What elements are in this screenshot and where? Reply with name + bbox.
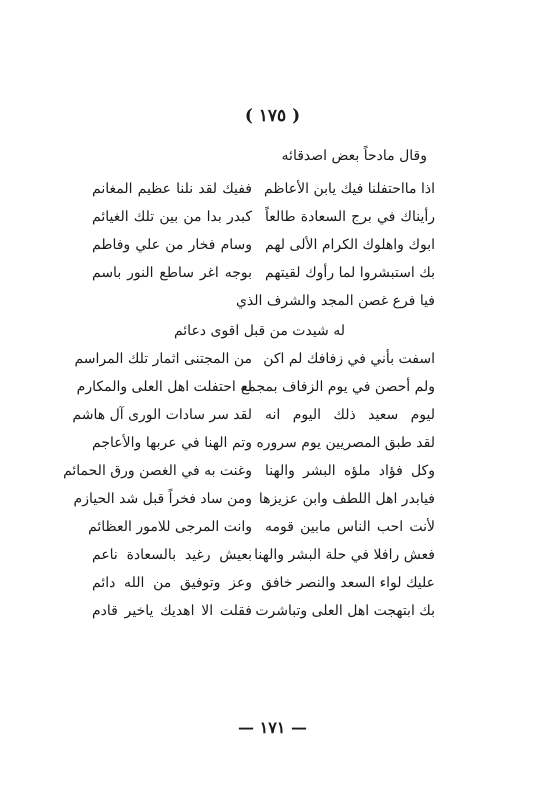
verse-second-hemistich: ومن ساد فخراً قبل شد الحيازم xyxy=(73,491,252,507)
verse-first-hemistich: رأيناك في برج السعادة طالعاً xyxy=(265,209,435,225)
verse-first-hemistich: ولم أحصن في يوم الزفاف بمجمع xyxy=(240,379,435,395)
verse-line xyxy=(76,374,435,400)
verse-line xyxy=(74,346,435,372)
verse-second-hemistich: وتم الهنا في عربها والأعاجم xyxy=(92,435,252,451)
verse-second-hemistich: كبدر بدا من بين تلك الغيائم xyxy=(92,209,252,225)
page-number-bottom: — ١٧١ — xyxy=(238,718,307,737)
verse-second-hemistich: فقلت الا اهديك ياخير قادم xyxy=(92,603,252,619)
verse-closing: فيا فرع غصن المجد والشرف الذي xyxy=(235,293,435,309)
verse-line xyxy=(63,458,435,484)
verse-first-hemistich: فيابدر اهل اللطف وابن عزيزها xyxy=(258,491,435,507)
verse-first-hemistich: ابوك واهلوك الكرام الألى لهم xyxy=(265,237,435,253)
verse-first-hemistich: لقد طبق المصريين يوم سروره xyxy=(256,435,435,451)
verse-second-hemistich: وسام فخار من علي وفاطم xyxy=(92,237,252,253)
verse-first-hemistich: لأنت احب الناس مابين قومه xyxy=(265,519,435,535)
verse-closing-continuation: له شيدت من قبل اقوى دعائم xyxy=(173,323,345,339)
verse-first-hemistich: وكل فؤاد ملؤه البشر والهنا xyxy=(265,463,435,479)
verse-second-hemistich: بعيش رغيد بالسعادة ناعم xyxy=(92,547,252,563)
verse-first-hemistich: اذا مااحتفلنا فيك يابن الأعاظم xyxy=(264,181,435,197)
verse-line xyxy=(92,430,435,456)
verse-line xyxy=(92,542,435,568)
verse-first-hemistich: ليوم سعيد ذلك اليوم انه xyxy=(265,407,435,423)
verse-line xyxy=(92,176,435,202)
verse-second-hemistich: بوجه اغر ساطع النور باسم xyxy=(92,265,252,281)
verse-first-hemistich: فعش رافلا في حلة البشر والهنا xyxy=(254,547,435,563)
verse-first-hemistich: اسفت بأني في زفافك لم اكن xyxy=(263,351,435,367)
page-number-top: ( ١٧٥ ) xyxy=(244,106,301,126)
verse-line xyxy=(73,486,435,512)
poem-intro: وقال مادحاً بعض اصدقائه xyxy=(281,148,427,164)
verse-second-hemistich: لقد سر سادات الورى آل هاشم xyxy=(72,407,252,423)
verse-line xyxy=(92,598,435,624)
verse-second-hemistich: وعز وتوفيق من الله دائم xyxy=(92,575,252,591)
verse-line xyxy=(92,570,435,596)
verse-second-hemistich: من المجتنى اثمار تلك المراسم xyxy=(74,351,252,367)
verse-line xyxy=(92,232,435,258)
verse-second-hemistich: وانت المرجى للامور العظائم xyxy=(88,519,252,535)
verse-second-hemistich: ففيك لقد نلنا عظيم المغانم xyxy=(92,181,252,197)
verse-second-hemistich: وغنت به في الغصن ورق الحمائم xyxy=(63,463,252,479)
verse-first-hemistich: بك استبشروا لما رأوك لقيتهم xyxy=(265,265,435,281)
verse-line xyxy=(92,260,435,286)
verse-line xyxy=(72,402,435,428)
verse-first-hemistich: عليك لواء السعد والنصر خافق xyxy=(261,575,435,591)
verse-first-hemistich: بك ابتهجت اهل العلى وتباشرت xyxy=(255,603,435,619)
verse-second-hemistich: له احتفلت اهل العلى والمكارم xyxy=(76,379,252,395)
verse-line xyxy=(88,514,435,540)
verse-line xyxy=(92,204,435,230)
